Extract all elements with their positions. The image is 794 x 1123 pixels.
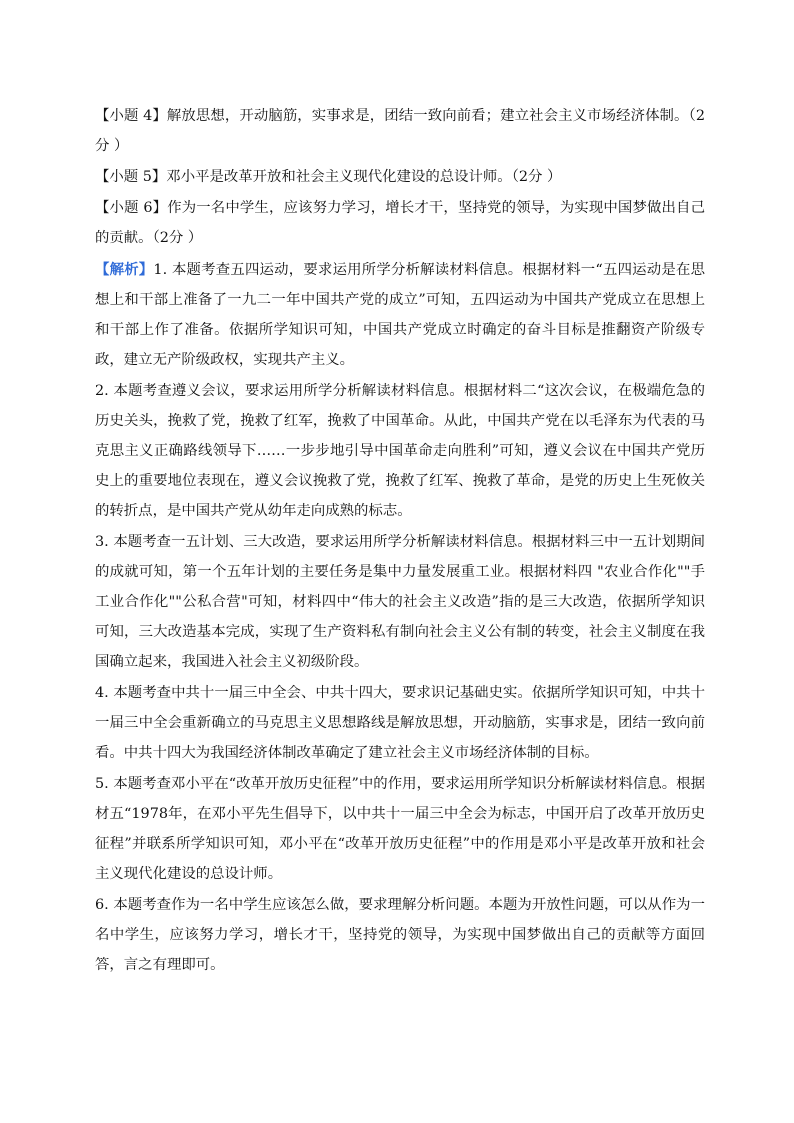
answer-text: 作为一名中学生，应该努力学习，增长才干，坚持党的领导，为实现中国梦做出自己的贡献。（2分 ） [95,200,705,246]
analysis-item-1 [95,255,705,375]
analysis-text: 1. 本题考查五四运动，要求运用所学分析解读材料信息。根据材料一“五四运动是在思想上和干部上准备了一九二一年中国共产党的成立”可知，五四运动为中国共产党成立在思想上和干部上作了准备。依据所学知识可知，中国共产党成立时确定的奋斗目标是推翻资产阶级专政，建立无产阶级政权，实现共产主义。 [95,262,705,368]
analysis-text: 3. 本题考查一五计划、三大改造，要求运用所学分析解读材料信息。根据材料三中一五计划期间的成就可知，第一个五年计划的主要任务是集中力量发展重工业。根据材料四 "农业合作化""手工业合作化""公私合营"可知，材料四中“伟大的社会主义改造”指的是三大改造，依据所学知识可知，三大改造基本完成，实现了生产资料私有制向社会主义公有制的转变，社会主义制度在我国确立起来，我国进入社会主义初级阶段。 [95,534,705,670]
analysis-item-2 [95,376,705,526]
analysis-label: 【解析】 [95,261,154,278]
answer-label: 【小题 5】 [95,169,167,185]
analysis-item-6 [95,890,705,980]
analysis-item-3 [95,527,705,677]
analysis-text: 5. 本题考查邓小平在“改革开放历史征程”中的作用，要求运用所学知识分析解读材料信息。根据材五“1978年，在邓小平先生倡导下，以中共十一届三中全会为标志，中国开启了改革开放历史征程”并联系所学知识可知，邓小平在“改革开放历史征程”中的作用是邓小平是改革开放和社会主义现代化建设的总设计师。 [95,776,705,882]
answer-text: 解放思想，开动脑筋，实事求是，团结一致向前看；建立社会主义市场经济体制。（2 分 ） [95,108,705,154]
answer-label: 【小题 6】 [95,200,168,216]
analysis-text: 6. 本题考查作为一名中学生应该怎么做，要求理解分析问题。本题为开放性问题，可以从作为一名中学生，应该努力学习，增长才干，坚持党的领导，为实现中国梦做出自己的贡献等方面回答，言之有理即可。 [95,897,705,973]
analysis-item-5 [95,769,705,889]
analysis-text: 4. 本题考查中共十一届三中全会、中共十四大，要求识记基础史实。依据所学知识可知，中共十一届三中全会重新确立的马克思主义思想路线是解放思想，开动脑筋，实事求是，团结一致向前看。中共十四大为我国经济体制改革确定了建立社会主义市场经济体制的目标。 [95,685,705,761]
answer-item-5 [95,162,705,192]
answer-item-6 [95,193,705,253]
answer-label: 【小题 4】 [95,108,167,124]
answer-content [95,101,705,981]
answer-text: 邓小平是改革开放和社会主义现代化建设的总设计师。（2分 ） [166,169,562,185]
analysis-text: 2. 本题考查遵义会议，要求运用所学分析解读材料信息。根据材料二“这次会议，在极端危急的历史关头，挽救了党，挽救了红军，挽救了中国革命。从此，中国共产党在以毛泽东为代表的马克思主义正确路线领导下……一步步地引导中国革命走向胜利”可知，遵义会议在中国共产党历史上的重要地位表现在，遵义会议挽救了党，挽救了红军、挽救了革命，是党的历史上生死攸关的转折点，是中国共产党从幼年走向成熟的标志。 [95,383,705,519]
analysis-item-4 [95,678,705,768]
answer-item-4 [95,101,705,161]
